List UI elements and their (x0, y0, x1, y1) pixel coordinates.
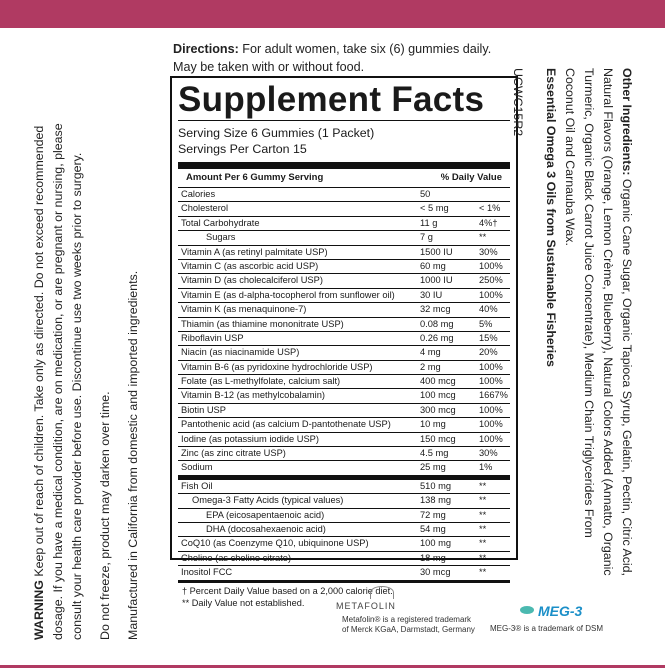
row-dv: 100% (479, 376, 503, 387)
row-label: Folate (as L-methylfolate, calcium salt) (181, 376, 341, 387)
row-dv: 20% (479, 347, 498, 358)
meg3-note: MEG-3® is a trademark of DSM (490, 624, 604, 633)
freeze-note: Do not freeze, product may darken over time. (98, 391, 112, 640)
row-dv: ** (479, 538, 487, 549)
row-label: Inositol FCC (181, 567, 233, 578)
directions (173, 40, 503, 76)
facts-row (178, 480, 510, 494)
facts-row (178, 447, 510, 461)
facts-header (178, 169, 510, 188)
row-amount: < 5 mg (420, 203, 449, 214)
row-label: Vitamin D (as cholecalciferol USP) (181, 275, 323, 286)
nutrient-rows (172, 188, 516, 476)
row-dv: 100% (479, 361, 503, 372)
ingredients-line4: Coconut Oil and Carnauba Wax. (563, 68, 577, 246)
row-dv: 15% (479, 332, 498, 343)
metafolin-note (342, 615, 502, 635)
row-label: Cholesterol (181, 203, 229, 214)
row-label: Vitamin E (as d-alpha-tocopherol from sunflower oil) (181, 289, 395, 300)
row-amount: 2 mg (420, 361, 441, 372)
facts-row (178, 552, 510, 566)
facts-row (178, 523, 510, 537)
facts-row (178, 346, 510, 360)
metafolin-note-2: of Merck KGaA, Darmstadt, Germany (342, 625, 475, 634)
row-amount: 300 mcg (420, 404, 456, 415)
warning-line3: consult your health care provider before use. Discontinue use two weeks prior to surgery. (70, 152, 84, 640)
facts-row (178, 404, 510, 418)
row-dv: 100% (479, 433, 503, 444)
row-label: Choline (as choline citrate) (181, 552, 292, 563)
serving-size: Serving Size 6 Gummies (1 Packet) (178, 126, 375, 140)
thick-rule (178, 162, 510, 169)
row-label: Vitamin B-12 (as methylcobalamin) (181, 390, 325, 401)
row-dv: ** (479, 509, 487, 520)
col-dv: % Daily Value (440, 172, 502, 183)
row-dv: < 1% (479, 203, 501, 214)
row-label: Niacin (as niacinamide USP) (181, 347, 300, 358)
row-label: Fish Oil (181, 480, 213, 491)
ingredients-heading: Other Ingredients: (620, 68, 634, 176)
row-amount: 60 mg (420, 260, 446, 271)
row-dv: 1667% (479, 390, 508, 401)
metafolin-note-1: Metafolin® is a registered trademark (342, 615, 472, 624)
row-dv: 100% (479, 289, 503, 300)
row-amount: 510 mg (420, 480, 452, 491)
facts-row (178, 389, 510, 403)
row-label: Pantothenic acid (as calcium D-pantothenate USP) (181, 419, 391, 430)
row-dv: ** (479, 480, 487, 491)
row-amount: 4 mg (420, 347, 441, 358)
omega-statement: Essential Omega 3 Oils from Sustainable Fisheries (544, 68, 558, 367)
facts-row (178, 231, 510, 245)
row-label: Sodium (181, 462, 213, 473)
other-rows (172, 480, 516, 580)
facts-row (178, 332, 510, 346)
row-amount: 0.08 mg (420, 318, 454, 329)
row-amount: 50 (420, 189, 431, 199)
facts-row (178, 361, 510, 375)
row-label: DHA (docosahexaenoic acid) (206, 523, 326, 534)
row-amount: 1500 IU (420, 246, 453, 257)
row-label: Calories (181, 189, 216, 199)
directions-heading: Directions: (173, 42, 239, 56)
facts-row (178, 188, 510, 202)
facts-row (178, 537, 510, 551)
row-dv: ** (479, 523, 487, 534)
facts-row (178, 274, 510, 288)
row-dv: 30% (479, 448, 498, 459)
row-amount: 7 g (420, 232, 433, 243)
row-label: Thiamin (as thiamine mononitrate USP) (181, 318, 344, 329)
facts-row (178, 566, 510, 579)
row-dv: ** (479, 567, 487, 578)
row-dv: 1% (479, 462, 493, 473)
ingredients-block (508, 68, 636, 668)
row-amount: 400 mcg (420, 376, 456, 387)
ingredients-line3: Turmeric, Organic Black Carrot Juice Concentrate), Medium Chain Triglycerides From (582, 68, 596, 538)
row-label: Vitamin C (as ascorbic acid USP) (181, 260, 319, 271)
facts-title: Supplement Facts (178, 80, 485, 119)
row-label: Sugars (206, 232, 236, 243)
facts-row (178, 202, 510, 216)
row-label: Vitamin K (as menaquinone-7) (181, 304, 307, 315)
row-dv: 250% (479, 275, 503, 286)
row-dv: 100% (479, 419, 503, 430)
row-label: Zinc (as zinc citrate USP) (181, 448, 286, 459)
row-dv: 30% (479, 246, 498, 257)
top-band (0, 0, 665, 28)
row-label: Biotin USP (181, 404, 226, 415)
directions-line2: May be taken with or without food. (173, 60, 365, 74)
col-amount: Amount Per 6 Gummy Serving (186, 172, 324, 183)
warning-line2: dosage. If you have a medical condition, are on medication, or are pregnant or nursing, please (51, 123, 65, 640)
warning-heading: WARNING (32, 580, 46, 640)
row-label: Vitamin A (as retinyl palmitate USP) (181, 246, 328, 257)
row-amount: 150 mcg (420, 433, 456, 444)
row-label: Riboflavin USP (181, 332, 244, 343)
row-amount: 30 IU (420, 289, 443, 300)
row-label: EPA (eicosapentaenoic acid) (206, 509, 325, 520)
product-code: UCWC15R2 (511, 68, 525, 137)
row-amount: 54 mg (420, 523, 446, 534)
facts-row (178, 418, 510, 432)
row-amount: 32 mcg (420, 304, 451, 315)
row-amount: 100 mg (420, 538, 452, 549)
fish-icon (520, 606, 534, 614)
warning-line1: Keep out of reach of children. Take only as directed. Do not exceed recommended (32, 125, 46, 581)
metafolin-name: METAFOLIN (336, 601, 396, 611)
meg3-logo: MEG-3 (538, 603, 583, 619)
row-amount: 1000 IU (420, 275, 453, 286)
manufactured-note: Manufactured in California from domestic and imported ingredients. (126, 270, 140, 640)
facts-row (178, 217, 510, 231)
row-label: Iodine (as potassium iodide USP) (181, 433, 319, 444)
facts-row (178, 318, 510, 332)
row-label: Total Carbohydrate (181, 217, 260, 228)
facts-row (178, 289, 510, 303)
row-amount: 25 mg (420, 462, 446, 473)
row-dv: 40% (479, 304, 498, 315)
row-amount: 11 g (420, 217, 438, 228)
facts-row (178, 375, 510, 389)
row-label: CoQ10 (as Coenzyme Q10, ubiquinone USP) (181, 538, 369, 549)
row-dv: 5% (479, 318, 493, 329)
servings-per: Servings Per Carton 15 (178, 142, 307, 156)
facts-row (178, 246, 510, 260)
serving-info (172, 121, 516, 157)
ingredients-line1: Organic Cane Sugar, Organic Tapioca Syrup, Gelatin, Pectin, Citric Acid, (620, 175, 634, 577)
row-amount: 138 mg (420, 495, 452, 506)
row-dv: ** (479, 552, 487, 563)
row-label: Omega-3 Fatty Acids (typical values) (192, 495, 344, 506)
footnote-1: † Percent Daily Value based on a 2,000 calorie diet. (182, 585, 393, 596)
facts-row (178, 260, 510, 274)
directions-line1: For adult women, take six (6) gummies daily. (238, 42, 492, 56)
facts-row (178, 494, 510, 508)
row-dv: ** (479, 495, 487, 506)
footnote-2: ** Daily Value not established. (182, 597, 305, 608)
facts-row (178, 509, 510, 523)
row-amount: 4.5 mg (420, 448, 449, 459)
row-dv: 100% (479, 404, 503, 415)
row-amount: 30 mcg (420, 567, 451, 578)
row-amount: 10 mg (420, 419, 446, 430)
warning-block (30, 40, 143, 640)
row-amount: 72 mg (420, 509, 446, 520)
ingredients-line2: Natural Flavors (Orange, Lemon Crème, Blueberry), Natural Colors Added (Annatto, Organic (601, 68, 615, 576)
leaf-icon (370, 586, 394, 599)
row-dv: ** (479, 232, 487, 243)
facts-row (178, 461, 510, 475)
facts-row (178, 303, 510, 317)
row-dv: 100% (479, 260, 503, 271)
row-dv: 4%† (479, 217, 498, 228)
row-amount: 18 mg (420, 552, 446, 563)
facts-row (178, 433, 510, 447)
row-amount: 100 mcg (420, 390, 456, 401)
row-label: Vitamin B-6 (as pyridoxine hydrochloride USP) (181, 361, 373, 372)
row-amount: 0.26 mg (420, 332, 454, 343)
